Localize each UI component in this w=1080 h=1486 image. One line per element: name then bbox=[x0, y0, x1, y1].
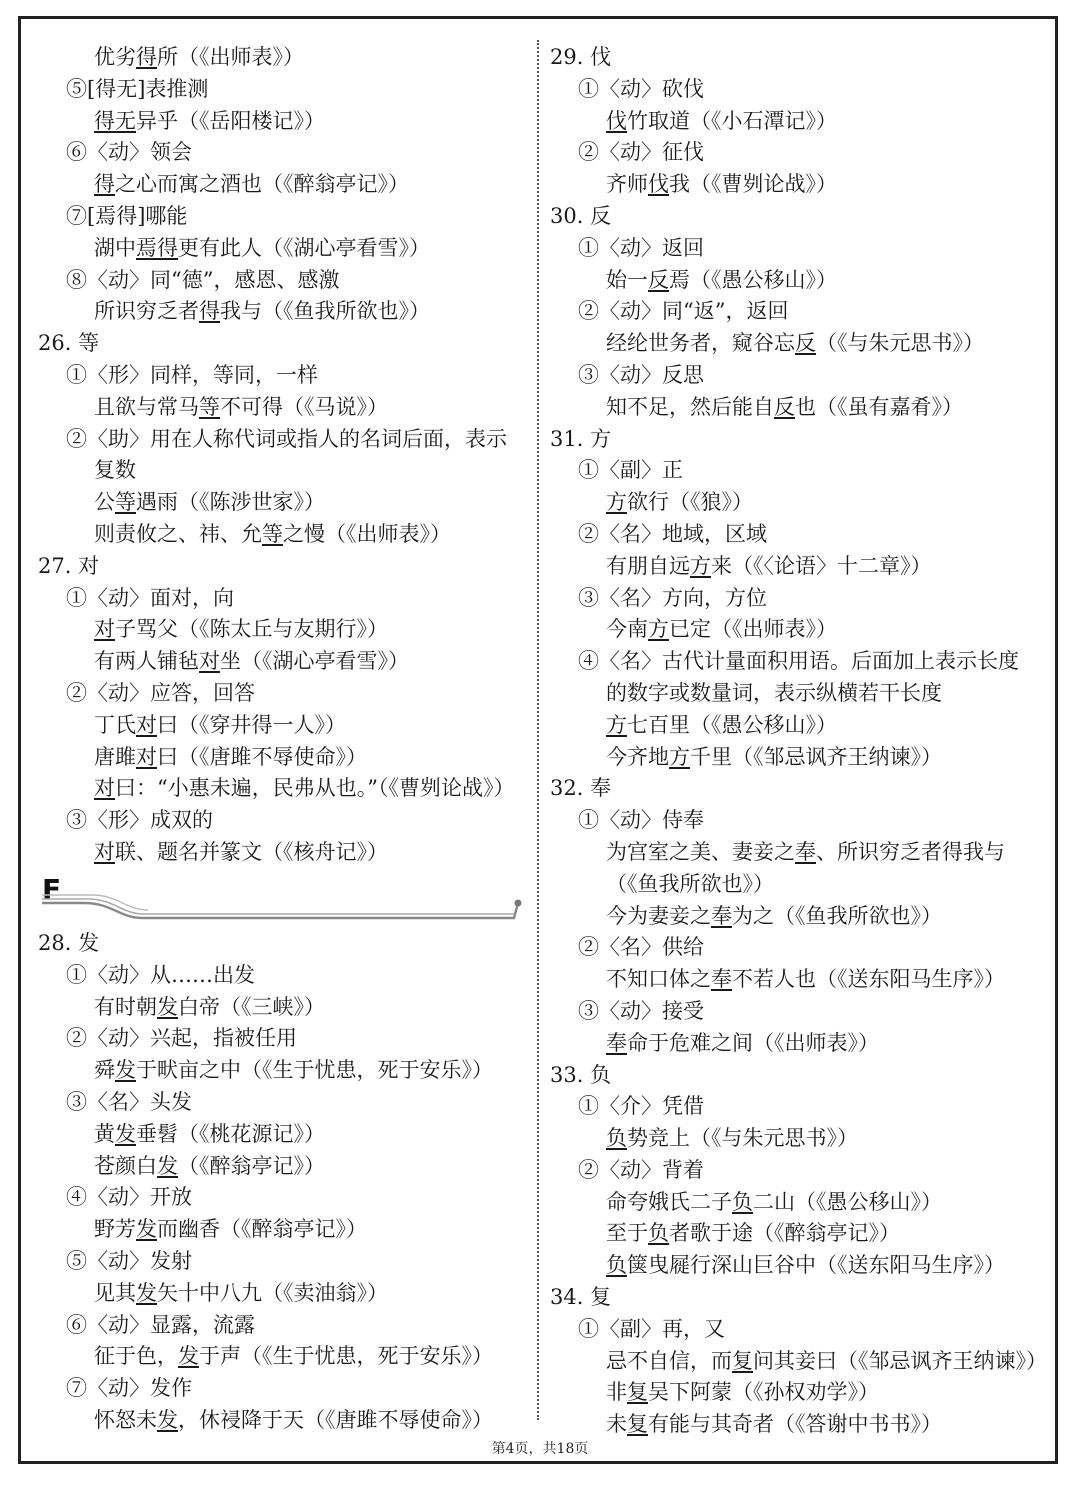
sense-definition: ⑥〈动〉显露，流露 bbox=[66, 1312, 255, 1337]
keyword-underline: 发 bbox=[157, 1407, 178, 1432]
keyword-underline: 对 bbox=[136, 744, 157, 769]
sense-definition: ⑤〈动〉发射 bbox=[66, 1248, 192, 1273]
sense-definition: ②〈助〉用在人称代词或指人的名词后面，表示 bbox=[66, 426, 507, 451]
sense-definition: ③〈动〉反思 bbox=[578, 362, 704, 387]
example-sentence: 唐雎对曰（《唐雎不辱使命》） bbox=[94, 744, 367, 769]
section-letter: F bbox=[42, 873, 62, 906]
keyword-underline: 对 bbox=[199, 649, 220, 674]
example-sentence: 对曰：“小惠未遍，民弗从也。”（《曹刿论战》） bbox=[94, 776, 515, 801]
keyword-underline: 复 bbox=[627, 1412, 648, 1437]
keyword-underline: 得无 bbox=[94, 108, 136, 133]
example-sentence: 未复有能与其奇者（《答谢中书书》） bbox=[606, 1412, 942, 1437]
keyword-underline: 奉 bbox=[606, 1030, 627, 1055]
example-sentence: （《鱼我所欲也》） bbox=[606, 871, 774, 896]
page-footer: 第4页，共18页 bbox=[491, 1441, 589, 1457]
sense-definition: ④〈动〉开放 bbox=[66, 1185, 192, 1210]
entry-heading: 28. 发 bbox=[38, 931, 100, 955]
keyword-underline: 伐 bbox=[606, 108, 627, 133]
keyword-underline: 方 bbox=[648, 617, 669, 642]
example-sentence: 有朋自远方来（《〈论语〉十二章》） bbox=[606, 553, 932, 578]
sense-definition: ③〈名〉方向，方位 bbox=[578, 585, 767, 610]
keyword-underline: 发 bbox=[115, 1058, 136, 1083]
sense-definition: ①〈动〉从……出发 bbox=[66, 962, 255, 987]
sense-definition: ①〈介〉凭借 bbox=[578, 1094, 704, 1119]
keyword-underline: 等 bbox=[262, 521, 283, 546]
keyword-underline: 发 bbox=[115, 1121, 136, 1146]
sense-definition: ⑤[得无]表推测 bbox=[66, 76, 209, 101]
keyword-underline: 焉得 bbox=[136, 235, 178, 260]
example-sentence: 得之心而寓之酒也（《醉翁亭记》） bbox=[94, 172, 409, 197]
entry-heading: 27. 对 bbox=[38, 553, 100, 578]
example-sentence: 命夸娥氏二子负二山（《愚公移山》） bbox=[606, 1189, 942, 1214]
keyword-underline: 复 bbox=[732, 1348, 753, 1373]
keyword-underline: 奉 bbox=[711, 903, 732, 928]
sense-definition: ⑦[焉得]哪能 bbox=[66, 203, 188, 228]
section-ribbon bbox=[42, 873, 532, 923]
example-sentence: 则责攸之、祎、允等之慢（《出师表》） bbox=[94, 521, 451, 546]
keyword-underline: 反 bbox=[795, 331, 816, 356]
example-sentence: 所识穷乏者得我与（《鱼我所欲也》） bbox=[94, 299, 430, 324]
example-sentence: 奉命于危难之间（《出师表》） bbox=[606, 1030, 879, 1055]
example-sentence: 征于色，发于声（《生于忧患，死于安乐》） bbox=[94, 1344, 493, 1369]
sense-definition: ③〈名〉头发 bbox=[66, 1089, 192, 1114]
keyword-underline: 方 bbox=[690, 553, 711, 578]
sense-definition: ①〈副〉正 bbox=[578, 458, 683, 483]
example-sentence: 不知口体之奉不若人也（《送东阳马生序》） bbox=[606, 967, 1005, 992]
sense-definition: ①〈动〉面对，向 bbox=[66, 585, 234, 610]
example-sentence: 为宫室之美、妻妾之奉、所识穷乏者得我与 bbox=[606, 839, 1005, 864]
keyword-underline: 反 bbox=[648, 267, 669, 292]
example-sentence: 经纶世务者，窥谷忘反（《与朱元思书》） bbox=[606, 331, 984, 356]
example-sentence: 得无异乎（《岳阳楼记》） bbox=[94, 108, 325, 133]
example-sentence: 知不足，然后能自反也（《虽有嘉肴》） bbox=[606, 394, 963, 419]
keyword-underline: 发 bbox=[136, 1280, 157, 1305]
sense-definition: ①〈动〉返回 bbox=[578, 235, 704, 260]
example-sentence: 今齐地方千里（《邹忌讽齐王纳谏》） bbox=[606, 744, 942, 769]
sense-definition: ①〈形〉同样，等同，一样 bbox=[66, 362, 318, 387]
entry-heading: 32. 奉 bbox=[550, 776, 612, 801]
keyword-underline: 得 bbox=[136, 45, 157, 69]
example-sentence: 舜发于畎亩之中（《生于忧患，死于安乐》） bbox=[94, 1058, 493, 1083]
keyword-underline: 负 bbox=[606, 1126, 627, 1151]
keyword-underline: 方 bbox=[669, 744, 690, 769]
keyword-underline: 得 bbox=[94, 172, 115, 197]
example-sentence: 齐师伐我（《曹刿论战》） bbox=[606, 172, 837, 197]
example-sentence: 负箧曳屣行深山巨谷中（《送东阳马生序》） bbox=[606, 1253, 1005, 1278]
keyword-underline: 对 bbox=[94, 776, 115, 801]
column-divider bbox=[537, 40, 539, 1420]
keyword-underline: 发 bbox=[157, 1153, 178, 1178]
keyword-underline: 奉 bbox=[711, 967, 732, 992]
entry-heading: 29. 伐 bbox=[550, 45, 612, 69]
example-sentence: 负势竞上（《与朱元思书》） bbox=[606, 1126, 858, 1151]
keyword-underline: 方 bbox=[606, 490, 627, 515]
keyword-underline: 等 bbox=[199, 394, 220, 419]
keyword-underline: 对 bbox=[94, 617, 115, 642]
sense-definition: ⑦〈动〉发作 bbox=[66, 1376, 192, 1401]
example-sentence: 优劣得所（《出师表》） bbox=[94, 45, 304, 69]
example-sentence: 今为妻妾之奉为之（《鱼我所欲也》） bbox=[606, 903, 942, 928]
sense-definition: ③〈动〉接受 bbox=[578, 998, 704, 1023]
section-marker-f bbox=[42, 873, 532, 923]
sense-definition: ①〈动〉砍伐 bbox=[578, 76, 704, 101]
sense-definition: ②〈动〉应答，回答 bbox=[66, 680, 255, 705]
example-sentence: 方七百里（《愚公移山》） bbox=[606, 712, 837, 737]
sense-definition: ⑥〈动〉领会 bbox=[66, 140, 192, 165]
keyword-underline: 方 bbox=[606, 712, 627, 737]
sense-definition: ②〈动〉征伐 bbox=[578, 140, 704, 165]
example-sentence: 对子骂父（《陈太丘与友期行》） bbox=[94, 617, 388, 642]
example-sentence: 忌不自信，而复问其妾曰（《邹忌讽齐王纳谏》） bbox=[606, 1348, 1047, 1373]
example-sentence: 野芳发而幽香（《醉翁亭记》） bbox=[94, 1217, 367, 1242]
sense-definition: ④〈名〉古代计量面积用语。后面加上表示长度 bbox=[578, 649, 1019, 674]
example-sentence: 湖中焉得更有此人（《湖心亭看雪》） bbox=[94, 235, 430, 260]
example-sentence: 非复吴下阿蒙（《孙权劝学》） bbox=[606, 1380, 879, 1405]
example-sentence: 苍颜白发（《醉翁亭记》） bbox=[94, 1153, 325, 1178]
keyword-underline: 负 bbox=[648, 1221, 669, 1246]
keyword-underline: 对 bbox=[94, 839, 115, 864]
keyword-underline: 发 bbox=[157, 994, 178, 1019]
keyword-underline: 发 bbox=[178, 1344, 199, 1369]
sense-definition: ①〈动〉侍奉 bbox=[578, 808, 704, 833]
example-sentence: 见其发矢十中八九（《卖油翁》） bbox=[94, 1280, 388, 1305]
keyword-underline: 负 bbox=[606, 1253, 627, 1278]
sense-definition: ②〈名〉供给 bbox=[578, 935, 704, 960]
entry-heading: 31. 方 bbox=[550, 426, 612, 451]
keyword-underline: 等 bbox=[115, 490, 136, 515]
example-sentence: 复数 bbox=[94, 458, 136, 483]
example-sentence: 黄发垂髫（《桃花源记》） bbox=[94, 1121, 325, 1146]
sense-definition: ②〈动〉背着 bbox=[578, 1157, 704, 1182]
left-column bbox=[38, 42, 524, 869]
example-sentence: 方欲行（《狼》） bbox=[606, 490, 753, 515]
keyword-underline: 伐 bbox=[648, 172, 669, 197]
sense-definition: ②〈动〉兴起，指被任用 bbox=[66, 1026, 297, 1051]
entry-heading: 33. 负 bbox=[550, 1062, 612, 1087]
example-sentence: 且欲与常马等不可得（《马说》） bbox=[94, 394, 388, 419]
sense-definition: ②〈名〉地域，区域 bbox=[578, 521, 767, 546]
keyword-underline: 对 bbox=[136, 712, 157, 737]
example-sentence: 有两人铺毡对坐（《湖心亭看雪》） bbox=[94, 649, 409, 674]
example-sentence: 对联、题名并篆文（《核舟记》） bbox=[94, 839, 388, 864]
keyword-underline: 反 bbox=[774, 394, 795, 419]
example-sentence: 公等遇雨（《陈涉世家》） bbox=[94, 490, 325, 515]
keyword-underline: 负 bbox=[732, 1189, 753, 1214]
keyword-underline: 复 bbox=[627, 1380, 648, 1405]
sense-definition: ①〈副〉再，又 bbox=[578, 1316, 725, 1341]
example-sentence: 始一反焉（《愚公移山》） bbox=[606, 267, 837, 292]
example-sentence: 丁氏对曰（《穿井得一人》） bbox=[94, 712, 346, 737]
entry-heading: 30. 反 bbox=[550, 203, 612, 228]
keyword-underline: 奉 bbox=[795, 839, 816, 864]
example-sentence: 怀怒未发，休祲降于天（《唐雎不辱使命》） bbox=[94, 1407, 493, 1432]
left-column-lower bbox=[38, 928, 524, 1437]
entry-heading: 26. 等 bbox=[38, 331, 100, 356]
sense-definition: ⑧〈动〉同“德”，感恩、感激 bbox=[66, 267, 340, 292]
example-sentence: 有时朝发白帝（《三峡》） bbox=[94, 994, 325, 1019]
example-sentence: 的数字或数量词，表示纵横若干长度 bbox=[606, 680, 942, 705]
example-sentence: 今南方已定（《出师表》） bbox=[606, 617, 837, 642]
sense-definition: ②〈动〉同“返”，返回 bbox=[578, 299, 789, 324]
keyword-underline: 得 bbox=[199, 299, 220, 324]
right-column bbox=[550, 42, 1050, 1441]
example-sentence: 伐竹取道（《小石潭记》） bbox=[606, 108, 837, 133]
example-sentence: 至于负者歌于途（《醉翁亭记》） bbox=[606, 1221, 900, 1246]
sense-definition: ③〈形〉成双的 bbox=[66, 808, 213, 833]
keyword-underline: 发 bbox=[136, 1217, 157, 1242]
entry-heading: 34. 复 bbox=[550, 1285, 612, 1310]
